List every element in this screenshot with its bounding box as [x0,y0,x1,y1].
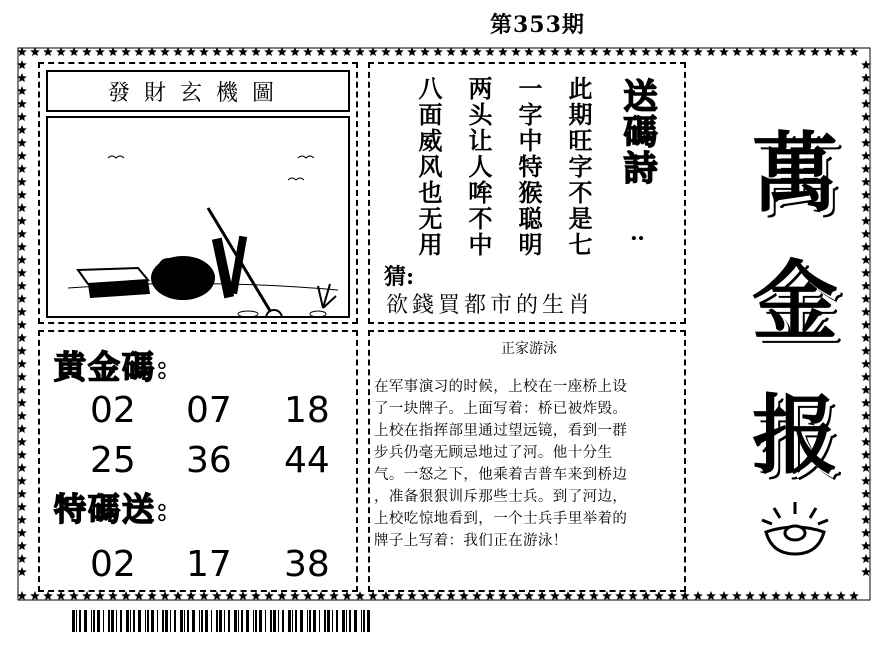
special-numbers-label: 特碼送: [54,490,170,528]
poem-title: 送碼詩 [617,78,657,186]
story-line: 上校在指挥部里通过望远镜，看到一群 [374,423,628,439]
guess-text: 欲錢買都市的生肖 [386,293,595,318]
numbers-panel [38,330,358,592]
story-line: 在军事演习的时候，上校在一座桥上设 [374,379,628,395]
brand-char-jin: 金 [752,251,838,352]
poem-line-3: 两头让人哞不中 [464,76,493,258]
gold-number: 44 [284,440,330,481]
story-line: 牌子上写着：我们正在游泳！ [374,533,568,549]
fortune-panel [38,62,358,324]
poem-line-4: 八面威风也无用 [414,76,443,258]
poem-line-1: 此期旺字不是七 [564,76,593,258]
story-body [374,376,680,552]
poem-title-colon: : [626,234,652,243]
fortune-title: 發財玄機圖 [107,80,288,106]
gold-number: 36 [186,440,232,481]
story-line: 步兵仍毫无顾忌地过了河。他十分生 [374,445,613,461]
guess-label: 猜: [384,264,415,290]
story-title: 正家游泳 [501,341,557,357]
brand-char-bao: 报 [752,385,838,486]
fortune-title-bar [46,70,350,112]
poem-panel [368,62,686,324]
story-line: 了一块牌子。上面写着：桥已被炸毁。 [374,401,628,417]
cartoon-illustration [48,118,348,316]
gold-number: 02 [90,390,136,431]
gold-number: 07 [186,390,232,431]
poem-line-2: 一字中特猴聪明 [514,76,543,258]
story-panel [368,330,686,592]
story-line: ，准备狠狠训斥那些士兵。到了河边， [374,489,628,505]
issue-number: 第353期 [490,12,585,38]
special-number: 02 [90,544,136,585]
special-number: 17 [186,544,232,585]
gold-number: 25 [90,440,136,481]
story-line: 上校吃惊地看到，一个士兵手里举着的 [374,511,628,527]
fortune-illustration [46,116,350,318]
gold-ingot-icon [758,500,832,560]
special-number: 38 [284,544,330,585]
brand-char-wan: 萬 [752,123,838,224]
barcode [72,610,380,632]
gold-number: 18 [284,390,330,431]
gold-numbers-label: 黄金碼: [54,348,170,386]
story-line: 气。一怒之下，他乘着吉普车来到桥边 [374,467,628,483]
